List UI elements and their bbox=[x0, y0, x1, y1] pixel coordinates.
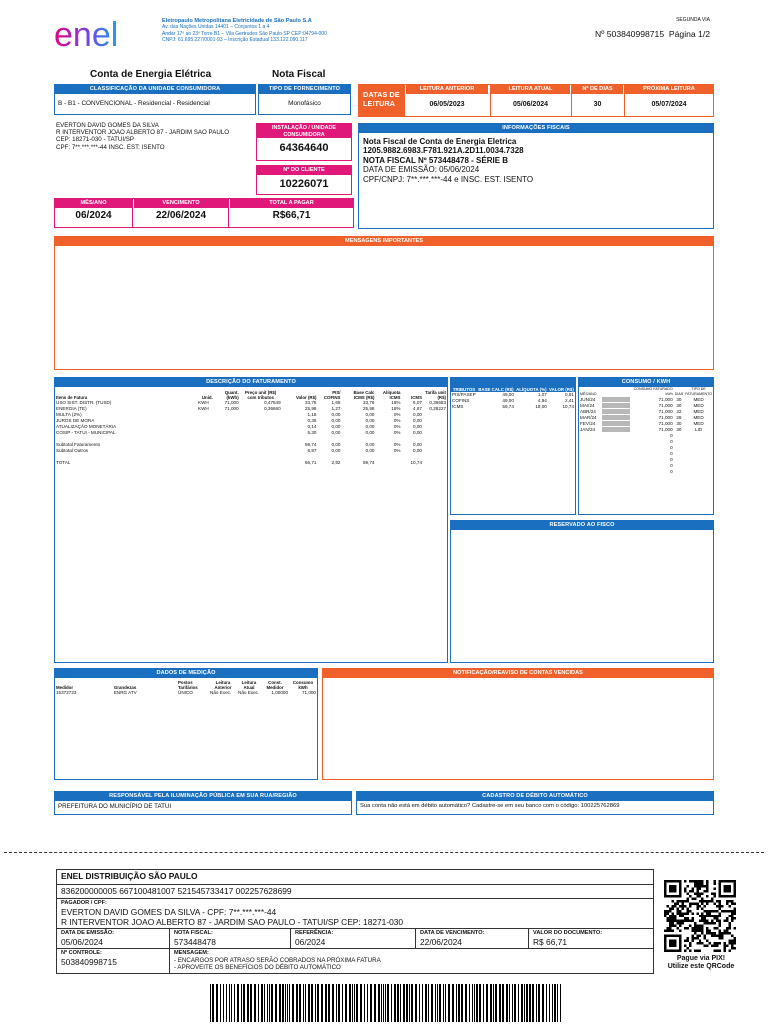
slip-nf-label: NOTA FISCAL: bbox=[174, 930, 213, 936]
mensagens-label: MENSAGENS IMPORTANTES bbox=[55, 237, 713, 246]
fat-cell-preco: 0,47549 bbox=[264, 400, 281, 405]
fat-cell-valor: 66,71 bbox=[304, 460, 317, 465]
cons-dias: 29 bbox=[676, 415, 682, 420]
debito-value: Sua conta não está em débito automático? Cadastre-se em seu banco com o código: 100225762869 bbox=[360, 803, 620, 809]
title-conta: Conta de Energia Elétrica bbox=[90, 69, 212, 80]
slip-controle-value: 503840998715 bbox=[61, 957, 117, 967]
datas-leitura-label: DATAS DE LEITURA bbox=[359, 85, 405, 116]
instalacao-value: 64364640 bbox=[279, 142, 329, 154]
fat-cell-aliquota: 0% bbox=[393, 412, 401, 417]
fisco-label: RESERVADO AO FISCO bbox=[451, 521, 713, 530]
med-head-medidor: Medidor bbox=[56, 685, 74, 690]
debito-box bbox=[356, 791, 714, 815]
cons-tipo: MED bbox=[693, 409, 704, 414]
slip-valor-value: R$ 66,71 bbox=[533, 937, 567, 947]
fat-cell-icms: 0,00 bbox=[413, 448, 422, 453]
consumo-table bbox=[579, 387, 713, 475]
fat-cell-item: Subtotal Faturamento bbox=[56, 442, 101, 447]
med-head-consumo: Consumo kWh bbox=[292, 680, 314, 690]
fat-cell-pis: 0,00 bbox=[331, 418, 341, 423]
trib-cell-aliquota: 1,07 bbox=[537, 392, 547, 397]
medicao-table bbox=[55, 680, 317, 696]
pix-caption bbox=[646, 955, 756, 972]
cons-head-kwh: CONSUMO FATURADO kWh bbox=[633, 387, 673, 396]
iluminacao-label: RESPONSÁVEL PELA ILUMINAÇÃO PÚBLICA EM SUA RUA/REGIÃO bbox=[55, 792, 351, 801]
fat-cell-item: ATUALIZAÇÃO MONETÁRIA bbox=[56, 424, 117, 429]
barcode-icon bbox=[210, 984, 562, 1022]
med-head-const: Const. Medidor bbox=[266, 680, 284, 690]
medicao-row bbox=[55, 690, 317, 696]
trib-cell-base: 49,00 bbox=[502, 398, 514, 403]
cons-mes: MAR/24 bbox=[580, 415, 597, 420]
customer-block bbox=[56, 122, 256, 151]
company-address-2: Andar 17º ao 23º Torre B1 – Vila Gertrudes São Paulo SP CEP:04794-000 bbox=[162, 30, 327, 37]
fat-cell-base: 0,00 bbox=[365, 412, 375, 417]
med-postos: ÚNICO bbox=[178, 690, 193, 695]
trib-cell-aliquota: 18,00 bbox=[535, 404, 547, 409]
fat-cell-base: 0,00 bbox=[365, 430, 375, 435]
cons-mes: JUN/24 bbox=[580, 397, 596, 402]
med-head-grandezas: Grandezas bbox=[113, 685, 137, 690]
fat-cell-unid: KWH bbox=[198, 400, 209, 405]
fat-cell-unid: KWH bbox=[198, 406, 209, 411]
cut-line bbox=[4, 852, 764, 853]
total-pagar-value: R$66,71 bbox=[272, 210, 311, 221]
fat-cell-aliquota: 18% bbox=[391, 406, 401, 411]
payment-slip bbox=[56, 869, 654, 979]
med-medidor: 15372723 bbox=[56, 690, 77, 695]
fat-cell-pis: 2,92 bbox=[331, 460, 341, 465]
tributos-box bbox=[450, 377, 576, 515]
invoice-number-line bbox=[595, 29, 710, 39]
trib-cell-valor: 10,74 bbox=[562, 404, 574, 409]
cons-dias: 30 bbox=[676, 403, 682, 408]
cons-zero: 0 bbox=[670, 439, 673, 444]
mes-ano-label: MÊS/ANO bbox=[55, 199, 132, 208]
fat-head-tarifa: Tarifa unit (R$) bbox=[425, 390, 446, 400]
fat-cell-item: Subtotal Outros bbox=[56, 448, 88, 453]
fat-cell-tarifa: 0,28227 bbox=[429, 406, 446, 411]
slip-nf bbox=[170, 929, 291, 949]
cons-kwh: 71,000 bbox=[658, 421, 673, 426]
cons-zero: 0 bbox=[670, 433, 673, 438]
instalacao-label: INSTALAÇÃO / UNIDADE CONSUMIDORA bbox=[257, 124, 351, 138]
slip-nf-value: 573448478 bbox=[174, 937, 216, 947]
fat-cell-base: 0,00 bbox=[365, 418, 375, 423]
cons-dias: 30 bbox=[676, 397, 682, 402]
fat-cell-pis: 0,00 bbox=[331, 424, 341, 429]
enel-logo-text: enel bbox=[54, 18, 119, 52]
tributos-rows bbox=[451, 392, 575, 410]
fat-cell-icms: 10,74 bbox=[410, 460, 422, 465]
fat-cell-item: TOTAL bbox=[56, 460, 71, 465]
med-head-postos: Postos Tarifários bbox=[178, 680, 198, 690]
cons-zero: 0 bbox=[670, 457, 673, 462]
cons-kwh: 71,000 bbox=[658, 409, 673, 414]
fat-cell-item: ENERGIA (TE) bbox=[56, 406, 87, 411]
slip-valor bbox=[529, 929, 654, 949]
fat-cell-valor: 0,35 bbox=[307, 418, 317, 423]
notificacao-box bbox=[322, 668, 714, 780]
fat-cell-pis: 0,00 bbox=[331, 442, 341, 447]
info-fiscais-line2: 1205.9882.6983.F781.921A.2D11.0034.7328 bbox=[363, 146, 524, 156]
fat-cell-aliquota: 0% bbox=[393, 418, 401, 423]
leitura-anterior bbox=[406, 85, 488, 116]
title-nota-fiscal: Nota Fiscal bbox=[272, 69, 326, 80]
info-fiscais-line4: DATA DE EMISSÃO: 05/06/2024 bbox=[363, 165, 480, 175]
fat-head-quant: Quant. (kWh) bbox=[224, 390, 239, 400]
med-consumo: 71,000 bbox=[301, 690, 316, 695]
vencimento bbox=[134, 199, 229, 227]
consumo-bar bbox=[602, 409, 630, 414]
customer-address: R INTERVENTOR JOAO ALBERTO 87 - JARDIM SAO PAULO bbox=[56, 129, 230, 137]
fat-cell-valor: 0,14 bbox=[307, 424, 317, 429]
medicao-box bbox=[54, 668, 318, 780]
cons-kwh: 71,000 bbox=[658, 397, 673, 402]
slip-controle-label: Nº CONTROLE: bbox=[61, 950, 102, 956]
tributos-table bbox=[451, 378, 575, 410]
slip-linha-digitavel[interactable]: 836200000005 667100481007 521545733417 002257628699 bbox=[57, 885, 654, 899]
slip-msg-label: MENSAGEM: bbox=[174, 950, 209, 956]
copy-label: SEGUNDA VIA bbox=[676, 17, 710, 23]
fat-cell-aliquota bbox=[375, 460, 401, 466]
fat-cell-tarifa bbox=[423, 460, 447, 466]
classificacao-value: B - B1 - CONVENCIONAL - Residencial - Residencial bbox=[58, 100, 210, 107]
classificacao-label: CLASSIFICAÇÃO DA UNIDADE CONSUMIDORA bbox=[55, 85, 255, 94]
company-block bbox=[162, 18, 412, 44]
info-fiscais-label: INFORMAÇÕES FISCAIS bbox=[359, 124, 713, 133]
fat-cell-base: 0,00 bbox=[365, 442, 375, 447]
cons-zero: 0 bbox=[670, 469, 673, 474]
slip-controle bbox=[57, 949, 170, 974]
classificacao-box bbox=[54, 84, 256, 115]
datas-leitura-box bbox=[358, 84, 714, 117]
fat-cell-valor: 25,98 bbox=[304, 406, 317, 411]
mes-ano-value: 06/2024 bbox=[75, 210, 112, 221]
slip-ref bbox=[291, 929, 416, 949]
instalacao-box bbox=[256, 123, 352, 161]
pix-caption-1: Pague via PIX! bbox=[676, 955, 726, 962]
fat-cell-item: USO SIST. DISTR. (TUSD) bbox=[56, 400, 112, 405]
leitura-atual-value: 05/06/2024 bbox=[512, 101, 549, 108]
cons-tipo: MED bbox=[693, 421, 704, 426]
fat-cell-item: MULTA (2%) bbox=[56, 412, 82, 417]
total-pagar bbox=[230, 199, 353, 227]
fat-head-itens: Itens de Fatura bbox=[56, 395, 88, 400]
faturamento-rows bbox=[55, 400, 447, 466]
cons-tipo: LID bbox=[695, 427, 703, 432]
trib-cell-aliquota: 4,94 bbox=[537, 398, 547, 403]
slip-emissao bbox=[57, 929, 170, 949]
trib-cell-base: 59,74 bbox=[502, 404, 514, 409]
iluminacao-value: PREFEITURA DO MUNICÍPIO DE TATUI bbox=[58, 803, 172, 810]
fat-cell-icms: 0,00 bbox=[413, 430, 422, 435]
fat-cell-aliquota: 0% bbox=[393, 442, 401, 447]
med-anterior: Não Exec. bbox=[210, 690, 232, 695]
company-address-1: Av. das Nações Unidas 14401 – Conjuntos 1 a 4 bbox=[162, 24, 270, 31]
customer-name: EVERTON DAVID GOMES DA SILVA bbox=[56, 122, 159, 129]
slip-emissao-label: DATA DE EMISSÃO: bbox=[61, 930, 115, 936]
slip-pagador-end: R INTERVENTOR JOAO ALBERTO 87 - JARDIM SAO PAULO - TATUI/SP CEP: 18271-030 bbox=[61, 917, 404, 927]
faturamento-box bbox=[54, 377, 448, 663]
fat-cell-preco: 0,36660 bbox=[264, 406, 281, 411]
fat-cell-pis: 0,00 bbox=[331, 448, 341, 453]
med-grandezas: ENRG ATV bbox=[113, 690, 137, 695]
fat-cell-icms: 0,00 bbox=[413, 442, 422, 447]
info-fiscais-line5: CPF/CNPJ: 7**.***.***-44 e INSC. EST. ISENTO bbox=[363, 174, 534, 184]
fat-cell-pis: 0,00 bbox=[331, 412, 341, 417]
fat-cell-base: 0,00 bbox=[365, 424, 375, 429]
fat-cell-item: COSIP - TATUI - MUNICIPAL bbox=[56, 430, 116, 435]
fat-cell-icms: 6,07 bbox=[413, 400, 422, 405]
fat-cell-item: JUROS DE MORA bbox=[56, 418, 95, 423]
cons-tipo: MED bbox=[693, 415, 704, 420]
num-dias bbox=[571, 85, 623, 116]
proxima-leitura-label: PRÓXIMA LEITURA bbox=[625, 85, 713, 94]
company-name: Eletropaulo Metropolitana Eletricidade de São Paulo S.A bbox=[162, 18, 312, 24]
fat-cell-valor: 33,76 bbox=[304, 400, 317, 405]
cons-tipo: MED bbox=[693, 397, 704, 402]
faturamento-row bbox=[55, 460, 447, 466]
cons-tipo: MED bbox=[693, 403, 704, 408]
tipo-fornecimento-box bbox=[258, 84, 351, 115]
fat-cell-icms: 0,00 bbox=[413, 424, 422, 429]
slip-pagador bbox=[57, 899, 654, 929]
cons-head-tipo: TIPO DE FATURAMENTO bbox=[685, 387, 713, 396]
fat-cell-valor: 59,74 bbox=[304, 442, 317, 447]
fat-cell-quant: 71,000 bbox=[224, 406, 239, 411]
fat-head-unid: Unid. bbox=[201, 395, 213, 400]
cons-mes: ABR/24 bbox=[580, 409, 596, 414]
iluminacao-box bbox=[54, 791, 352, 815]
slip-msg-2: - APROVEITE OS BENEFÍCIOS DO DÉBITO AUTOMÁTICO bbox=[174, 964, 341, 972]
fat-cell-preco bbox=[240, 460, 282, 466]
cliente-num-value: 10226071 bbox=[279, 178, 329, 190]
cons-dias: 32 bbox=[676, 409, 682, 414]
invoice-number: Nº 503840998715 bbox=[595, 29, 665, 39]
company-cnpj: CNPJ: 61.695.227/0001-93 – Inscrição Estadual 133.122.090.117 bbox=[162, 37, 308, 44]
cons-mes: JAN/24 bbox=[580, 427, 596, 432]
vencimento-value: 22/06/2024 bbox=[155, 210, 207, 221]
fat-head-icms: ICMS bbox=[411, 395, 422, 400]
fat-head-base: Base Calc ICMS (R$) bbox=[353, 390, 375, 400]
info-fiscais-content bbox=[359, 133, 713, 188]
slip-ref-label: REFERÊNCIA: bbox=[295, 930, 334, 936]
slip-valor-label: VALOR DO DOCUMENTO: bbox=[533, 930, 603, 936]
leitura-anterior-label: LEITURA ANTERIOR bbox=[406, 85, 488, 94]
cons-dias: 30 bbox=[676, 421, 682, 426]
info-fiscais-box bbox=[358, 123, 714, 229]
cons-kwh: 71,000 bbox=[658, 415, 673, 420]
cliente-num-label: Nº DO CLIENTE bbox=[257, 166, 351, 175]
trib-head-base: BASE CALC (R$) bbox=[478, 387, 514, 392]
trib-head-valor: VALOR (R$) bbox=[549, 387, 574, 392]
consumo-bar bbox=[602, 415, 630, 420]
cons-kwh: 71,000 bbox=[658, 427, 673, 432]
cons-zero: 0 bbox=[670, 451, 673, 456]
fat-cell-quant: 71,000 bbox=[224, 400, 239, 405]
cons-kwh: 71,000 bbox=[658, 403, 673, 408]
trib-cell-base: 49,00 bbox=[502, 392, 514, 397]
fisco-box bbox=[450, 520, 714, 663]
mes-ano bbox=[55, 199, 133, 227]
fat-cell-base: 59,74 bbox=[362, 460, 375, 465]
info-fiscais-line1: Nota Fiscal de Conta de Energia Eletrica bbox=[363, 137, 517, 146]
fat-head-aliquota: Alíquota ICMS bbox=[382, 390, 401, 400]
fat-cell-pis: 1,27 bbox=[331, 406, 341, 411]
slip-pagador-label: PAGADOR / CPF: bbox=[61, 900, 107, 906]
tributos-row bbox=[451, 404, 575, 410]
faturamento-label: DESCRIÇÃO DO FATURAMENTO bbox=[55, 378, 447, 387]
fat-cell-base: 25,98 bbox=[362, 406, 375, 411]
fat-head-valor: Valor (R$) bbox=[295, 395, 317, 400]
trib-cell-nome: COFINS bbox=[452, 398, 470, 403]
fat-cell-tarifa: 0,36683 bbox=[429, 400, 446, 405]
cons-cell-mes-bar bbox=[579, 427, 632, 433]
page-number: Página 1/2 bbox=[668, 29, 710, 39]
fat-cell-unid bbox=[197, 460, 218, 466]
consumo-rows bbox=[579, 397, 713, 475]
cons-zero: 0 bbox=[670, 463, 673, 468]
consumo-label: CONSUMO / KWH bbox=[579, 378, 713, 387]
fat-cell-icms: 0,00 bbox=[413, 418, 422, 423]
num-dias-label: Nº DE DIAS bbox=[572, 85, 623, 94]
debito-label: CADASTRO DE DÉBITO AUTOMÁTICO bbox=[357, 792, 713, 801]
vencimento-label: VENCIMENTO bbox=[134, 199, 228, 208]
num-dias-value: 30 bbox=[593, 101, 602, 108]
total-pagar-label: TOTAL A PAGAR bbox=[230, 199, 353, 208]
med-head-atual: Leitura Atual bbox=[241, 680, 257, 690]
cons-head-mes: MÊS/ANO bbox=[580, 392, 597, 396]
med-atual: Não Exec. bbox=[238, 690, 260, 695]
leitura-atual-label: LEITURA ATUAL bbox=[491, 85, 570, 94]
fat-cell-pis: 0,00 bbox=[331, 430, 341, 435]
trib-head-aliquota: ALÍQUOTA (%) bbox=[516, 387, 547, 392]
fat-cell-aliquota: 18% bbox=[391, 400, 401, 405]
slip-msg-1: - ENCARGOS POR ATRASO SERÃO COBRADOS NA PRÓXIMA FATURA bbox=[174, 957, 381, 964]
slip-venc-value: 22/06/2024 bbox=[420, 937, 462, 947]
fat-cell-icms: 0,00 bbox=[413, 412, 422, 417]
slip-ref-value: 06/2024 bbox=[295, 937, 326, 947]
fat-cell-pis: 1,65 bbox=[331, 400, 341, 405]
pix-caption-2: Utilize este QRCode bbox=[667, 963, 735, 971]
fat-cell-aliquota: 0% bbox=[393, 448, 401, 453]
cons-zero: 0 bbox=[670, 445, 673, 450]
fat-cell-icms: 4,67 bbox=[413, 406, 422, 411]
customer-cpf: CPF: 7**.***.***-44 INSC. EST: ISENTO bbox=[56, 143, 165, 151]
fat-cell-aliquota: 0% bbox=[393, 430, 401, 435]
customer-cep: CEP: 18271-030 - TATUI/SP bbox=[56, 136, 135, 144]
fat-head-pis: PIS/ COFINS bbox=[323, 390, 341, 400]
consumo-bar bbox=[602, 421, 630, 426]
slip-company: ENEL DISTRIBUIÇÃO SÃO PAULO bbox=[57, 870, 654, 885]
pix-qrcode-icon[interactable] bbox=[664, 880, 736, 952]
cliente-num-box bbox=[256, 165, 352, 195]
fat-cell-valor: 6,97 bbox=[307, 448, 317, 453]
pagamento-box bbox=[54, 198, 354, 228]
consumo-bar bbox=[602, 427, 630, 432]
trib-cell-nome: PIS/PASEP bbox=[452, 392, 476, 397]
leitura-anterior-value: 06/05/2023 bbox=[429, 101, 465, 108]
med-head-anterior: Leitura Anterior bbox=[214, 680, 232, 690]
faturamento-table bbox=[55, 390, 447, 466]
tipo-fornecimento-value: Monofásico bbox=[288, 100, 321, 107]
trib-cell-valor: 0,51 bbox=[565, 392, 574, 397]
fat-cell-base: 33,76 bbox=[362, 400, 375, 405]
consumo-bar bbox=[602, 403, 630, 408]
notificacao-label: NOTIFICAÇÃO/REAVISO DE CONTAS VENCIDAS bbox=[323, 669, 713, 678]
leitura-atual bbox=[490, 85, 570, 116]
cons-mes: MAI/24 bbox=[580, 403, 595, 408]
proxima-leitura bbox=[624, 85, 713, 116]
slip-pagador-nome: EVERTON DAVID GOMES DA SILVA - CPF: 7**.***.***-44 bbox=[61, 907, 277, 917]
enel-logo bbox=[54, 18, 144, 52]
mensagens-box bbox=[54, 236, 714, 370]
consumo-bar bbox=[602, 397, 630, 402]
fat-cell-valor: 5,30 bbox=[307, 430, 317, 435]
cons-mes: FEV/24 bbox=[580, 421, 596, 426]
med-const: 1,00000 bbox=[271, 690, 288, 695]
fat-cell-aliquota: 0% bbox=[393, 424, 401, 429]
fat-cell-base: 0,00 bbox=[365, 448, 375, 453]
fat-cell-valor: 1,18 bbox=[307, 412, 317, 417]
trib-cell-valor: 2,41 bbox=[565, 398, 574, 403]
slip-venc bbox=[416, 929, 529, 949]
trib-head-tributos: TRIBUTOS bbox=[452, 387, 476, 392]
trib-cell-nome: ICMS bbox=[452, 404, 464, 409]
slip-venc-label: DATA DE VENCIMENTO: bbox=[420, 930, 485, 936]
cons-dias: 30 bbox=[676, 427, 682, 432]
slip-mensagem bbox=[170, 949, 654, 974]
empty bbox=[579, 469, 632, 475]
proxima-leitura-value: 05/07/2024 bbox=[651, 101, 687, 108]
fat-cell-quant bbox=[218, 460, 240, 466]
tipo-fornecimento-label: TIPO DE FORNECIMENTO bbox=[259, 85, 350, 94]
fat-head-preco: Preço unit (R$) com tributos bbox=[245, 390, 277, 400]
consumo-zero-row bbox=[579, 469, 713, 475]
slip-emissao-value: 05/06/2024 bbox=[61, 937, 103, 947]
consumo-box bbox=[578, 377, 714, 515]
cons-head-dias: DIAS bbox=[674, 392, 684, 396]
medicao-label: DADOS DE MEDIÇÃO bbox=[55, 669, 317, 678]
info-fiscais-line3: NOTA FISCAL Nº 573448478 - SÉRIE B bbox=[363, 155, 509, 165]
